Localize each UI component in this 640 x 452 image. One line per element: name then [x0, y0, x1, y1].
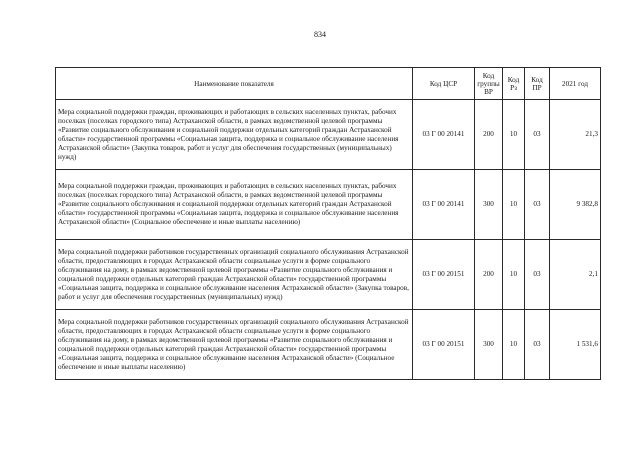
row-pr: 03 [525, 170, 550, 240]
header-pr: Код ПР [525, 68, 550, 100]
row-csr: 03 Г 00 20141 [413, 170, 475, 240]
row-pr: 03 [525, 240, 550, 310]
row-name: Мера социальной поддержки работников государственных организаций социального обслуживания Астраханской области, предоставляющих в городах Астраханской области социальные услуги в форме социального обслуживания на дому, в рамках ведомственной целевой программы «Развитие социального обслуживания и социальной поддержки отдельных категорий граждан Астраханской области» государственной программы «Социальная защита, поддержка и социальное обслуживание населения Астраханской области» (Закупка товаров, работ и услуг для обеспечения государственных (муниципальных) нужд) [56, 240, 413, 310]
row-pr: 03 [525, 310, 550, 380]
page-number: 834 [314, 30, 326, 39]
row-name: Мера социальной поддержки граждан, проживающих и работающих в сельских населенных пунктах, рабочих поселках (поселках городского типа) Астраханской области, в рамках ведомственной целевой программы «Развитие социального обслуживания и социальной поддержки отдельных категорий граждан Астраханской области» государственной программы «Социальная защита, поддержка и социальное обслуживание населения Астраханской области» (Закупка товаров, работ и услуг для обеспечения государственных (муниципальных) нужд) [56, 100, 413, 170]
header-year: 2021 год [550, 68, 601, 100]
row-csr: 03 Г 00 20151 [413, 310, 475, 380]
header-name: Наименование показателя [56, 68, 413, 100]
row-amount: 21,3 [550, 100, 601, 170]
row-vr: 300 [475, 170, 503, 240]
row-rz: 10 [503, 100, 525, 170]
row-vr: 200 [475, 100, 503, 170]
row-amount: 2,1 [550, 240, 601, 310]
table-header-row [56, 68, 601, 100]
table-row [56, 170, 601, 240]
table-row [56, 100, 601, 170]
table-row [56, 310, 601, 380]
row-name: Мера социальной поддержки граждан, проживающих и работающих в сельских населенных пунктах, рабочих поселках (поселках городского типа) Астраханской области, в рамках ведомственной целевой программы «Развитие социального обслуживания и социальной поддержки отдельных категорий граждан Астраханской области» государственной программы «Социальная защита, поддержка и социальное обслуживание населения Астраханской области» (Социальное обеспечение и иные выплаты населению) [56, 170, 413, 240]
row-name: Мера социальной поддержки работников государственных организаций социального обслуживания Астраханской области, предоставляющих в городах Астраханской области социальные услуги в форме социального обслуживания на дому, в рамках ведомственной целевой программы «Развитие социального обслуживания и социальной поддержки отдельных категорий граждан Астраханской области» государственной программы «Социальная защита, поддержка и социальное обслуживание населения Астраханской области» (Социальное обеспечение и иные выплаты населению) [56, 310, 413, 380]
row-csr: 03 Г 00 20151 [413, 240, 475, 310]
row-csr: 03 Г 00 20141 [413, 100, 475, 170]
row-vr: 300 [475, 310, 503, 380]
row-amount: 1 531,6 [550, 310, 601, 380]
row-rz: 10 [503, 240, 525, 310]
row-vr: 200 [475, 240, 503, 310]
budget-table [55, 67, 601, 380]
header-csr: Код ЦСР [413, 68, 475, 100]
row-rz: 10 [503, 170, 525, 240]
row-amount: 9 382,8 [550, 170, 601, 240]
table-row [56, 240, 601, 310]
row-rz: 10 [503, 310, 525, 380]
header-rz: Код Рз [503, 68, 525, 100]
row-pr: 03 [525, 100, 550, 170]
header-vr: Код группы ВР [475, 68, 503, 100]
